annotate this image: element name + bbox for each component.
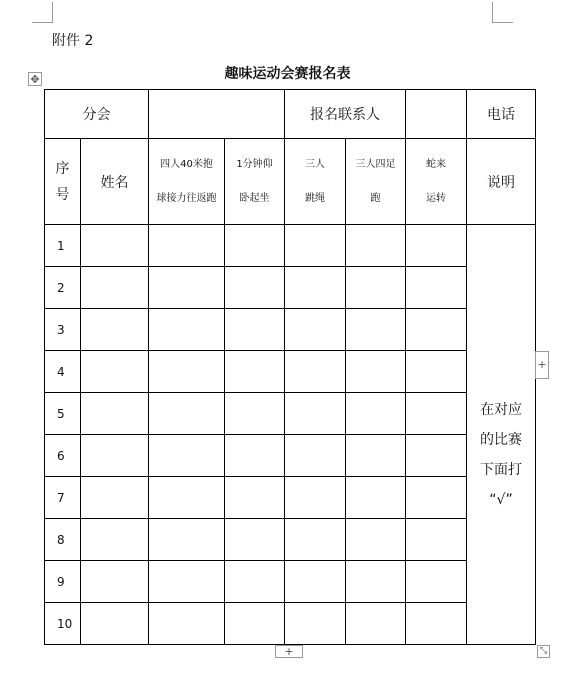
contact-label-cell: 报名联系人: [285, 90, 406, 139]
entry-cell[interactable]: [149, 603, 225, 645]
notes-header: 说明: [467, 139, 536, 225]
row-number: 1: [45, 225, 81, 267]
entry-cell[interactable]: [285, 603, 346, 645]
event2-header: [225, 139, 285, 225]
table-row: [45, 603, 536, 645]
entry-cell[interactable]: [225, 561, 285, 603]
event3-header-line1: 三人: [305, 158, 325, 170]
contact-input-cell[interactable]: [406, 90, 467, 139]
entry-cell[interactable]: [81, 393, 149, 435]
entry-cell[interactable]: [346, 477, 406, 519]
entry-cell[interactable]: [149, 393, 225, 435]
entry-cell[interactable]: [149, 561, 225, 603]
entry-cell[interactable]: [346, 561, 406, 603]
event1-header: [149, 139, 225, 225]
note-line: 的比赛: [480, 431, 522, 448]
entry-cell[interactable]: [81, 267, 149, 309]
event5-header-line2: 运转: [426, 192, 446, 204]
entry-cell[interactable]: [406, 225, 467, 267]
row-number: 8: [45, 519, 81, 561]
entry-cell[interactable]: [285, 351, 346, 393]
entry-cell[interactable]: [149, 225, 225, 267]
seq-header-line2: 号: [55, 186, 70, 203]
entry-cell[interactable]: [406, 477, 467, 519]
table-row: [45, 477, 536, 519]
add-column-icon[interactable]: +: [535, 351, 549, 379]
entry-cell[interactable]: [149, 435, 225, 477]
event2-header-line2: 卧起坐: [239, 192, 270, 204]
entry-cell[interactable]: [225, 309, 285, 351]
header-row: [45, 90, 536, 139]
entry-cell[interactable]: [346, 225, 406, 267]
entry-cell[interactable]: [406, 351, 467, 393]
row-number: 10: [45, 603, 81, 645]
table-resize-icon[interactable]: ⤡: [537, 645, 550, 658]
entry-cell[interactable]: [149, 309, 225, 351]
table-row: [45, 225, 536, 267]
row-number: 6: [45, 435, 81, 477]
entry-cell[interactable]: [406, 603, 467, 645]
entry-cell[interactable]: [225, 351, 285, 393]
entry-cell[interactable]: [346, 519, 406, 561]
entry-cell[interactable]: [81, 435, 149, 477]
entry-cell[interactable]: [225, 393, 285, 435]
event2-header-line1: 1分钟仰: [236, 158, 273, 170]
event5-header: [406, 139, 467, 225]
entry-cell[interactable]: [149, 351, 225, 393]
form-title: 趣味运动会赛报名表: [224, 66, 351, 82]
registration-table: [44, 89, 536, 645]
row-number: 7: [45, 477, 81, 519]
entry-cell[interactable]: [81, 603, 149, 645]
event3-header: [285, 139, 346, 225]
event1-header-line1: 四人40米抱: [160, 158, 213, 170]
table-move-handle-icon[interactable]: ✥: [28, 72, 42, 86]
crop-mark-top-right: [492, 2, 513, 23]
entry-cell[interactable]: [406, 519, 467, 561]
table-row: [45, 309, 536, 351]
table-row: [45, 393, 536, 435]
entry-cell[interactable]: [225, 225, 285, 267]
entry-cell[interactable]: [81, 309, 149, 351]
entry-cell[interactable]: [406, 309, 467, 351]
entry-cell[interactable]: [346, 435, 406, 477]
entry-cell[interactable]: [406, 561, 467, 603]
seq-header-line1: 序: [55, 160, 70, 177]
phone-label-cell: 电话: [467, 90, 536, 139]
row-number: 2: [45, 267, 81, 309]
entry-cell[interactable]: [346, 393, 406, 435]
notes-cell: [467, 225, 536, 645]
entry-cell[interactable]: [225, 603, 285, 645]
table-row: [45, 561, 536, 603]
entry-cell[interactable]: [406, 393, 467, 435]
row-number: 3: [45, 309, 81, 351]
entry-cell[interactable]: [406, 267, 467, 309]
entry-cell[interactable]: [225, 435, 285, 477]
row-number: 5: [45, 393, 81, 435]
entry-cell[interactable]: [285, 435, 346, 477]
add-row-icon[interactable]: +: [275, 645, 303, 658]
branch-input-cell[interactable]: [149, 90, 285, 139]
note-line: 在对应: [480, 401, 522, 418]
entry-cell[interactable]: [285, 309, 346, 351]
entry-cell[interactable]: [81, 519, 149, 561]
table-row: [45, 267, 536, 309]
entry-cell[interactable]: [81, 561, 149, 603]
entry-cell[interactable]: [285, 561, 346, 603]
entry-cell[interactable]: [81, 351, 149, 393]
entry-cell[interactable]: [346, 267, 406, 309]
entry-cell[interactable]: [225, 519, 285, 561]
entry-cell[interactable]: [285, 393, 346, 435]
entry-cell[interactable]: [225, 477, 285, 519]
column-header-row: [45, 139, 536, 225]
name-header: 姓名: [81, 139, 149, 225]
entry-cell[interactable]: [81, 225, 149, 267]
row-number: 4: [45, 351, 81, 393]
entry-cell[interactable]: [225, 267, 285, 309]
entry-cell[interactable]: [285, 225, 346, 267]
branch-label-cell: 分会: [45, 90, 149, 139]
table-row: [45, 519, 536, 561]
participant-rows: [45, 225, 536, 645]
entry-cell[interactable]: [149, 519, 225, 561]
entry-cell[interactable]: [285, 477, 346, 519]
table-row: [45, 435, 536, 477]
event4-header: [346, 139, 406, 225]
event4-header-line1: 三人四足: [355, 158, 396, 170]
entry-cell[interactable]: [149, 267, 225, 309]
table-row: [45, 351, 536, 393]
entry-cell[interactable]: [285, 267, 346, 309]
entry-cell[interactable]: [406, 435, 467, 477]
event3-header-line2: 跳绳: [305, 192, 325, 204]
entry-cell[interactable]: [346, 309, 406, 351]
note-line: 下面打: [480, 461, 522, 478]
event5-header-line1: 蛇来: [426, 158, 446, 170]
entry-cell[interactable]: [81, 477, 149, 519]
attachment-label: 附件 2: [52, 33, 94, 49]
crop-mark-top-left: [32, 2, 53, 23]
entry-cell[interactable]: [346, 603, 406, 645]
seq-header: [45, 139, 81, 225]
event4-header-line2: 跑: [370, 192, 381, 204]
entry-cell[interactable]: [149, 477, 225, 519]
entry-cell[interactable]: [346, 351, 406, 393]
row-number: 9: [45, 561, 81, 603]
note-line: “√”: [489, 491, 513, 508]
entry-cell[interactable]: [285, 519, 346, 561]
event1-header-line2: 球接力往返跑: [156, 192, 217, 204]
